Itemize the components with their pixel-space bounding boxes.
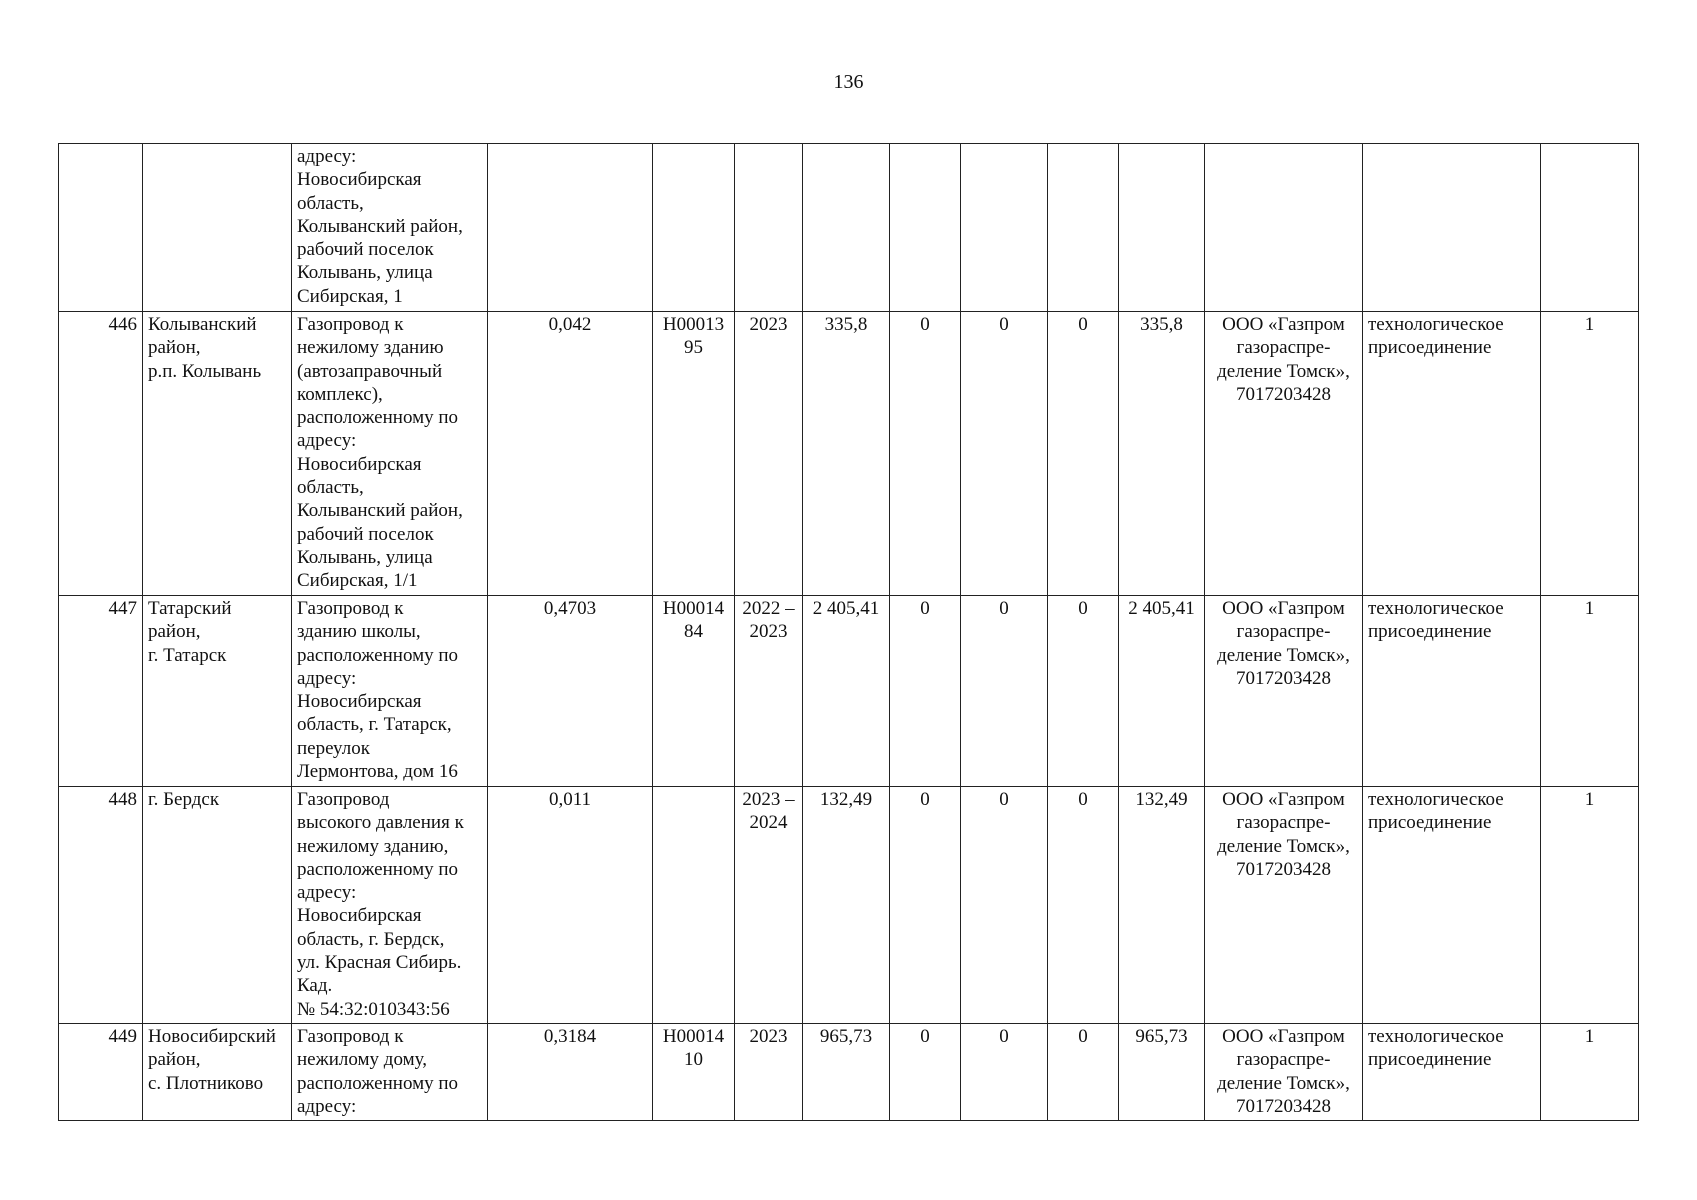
cell-own: 2 405,41	[1119, 596, 1205, 787]
table-row	[59, 1024, 1639, 1121]
cell-location: Новосибирский район, с. Плотниково	[143, 1024, 292, 1121]
cell-count: 1	[1541, 596, 1639, 787]
cell-location: Колыванский район, р.п. Колывань	[143, 312, 292, 596]
cell-purpose: технологическое присоединение	[1363, 787, 1541, 1024]
cell-num: 447	[59, 596, 143, 787]
cell-org: ООО «Газпром газораспре- деление Томск», 7017203428	[1205, 787, 1363, 1024]
cell-total: 965,73	[803, 1024, 890, 1121]
cell-code	[653, 144, 735, 312]
cell-location: г. Бердск	[143, 787, 292, 1024]
cell-c3: 0	[1048, 596, 1119, 787]
cell-years: 2023	[735, 312, 803, 596]
cell-purpose	[1363, 144, 1541, 312]
cell-org	[1205, 144, 1363, 312]
cell-own: 335,8	[1119, 312, 1205, 596]
cell-c1: 0	[890, 596, 961, 787]
cell-total: 335,8	[803, 312, 890, 596]
table-row	[59, 787, 1639, 1024]
cell-count	[1541, 144, 1639, 312]
cell-c3: 0	[1048, 1024, 1119, 1121]
cell-num	[59, 144, 143, 312]
cell-purpose: технологическое присоединение	[1363, 1024, 1541, 1121]
cell-c1: 0	[890, 312, 961, 596]
cell-years: 2023	[735, 1024, 803, 1121]
cell-object: Газопровод к зданию школы, расположенному по адресу: Новосибирская область, г. Татарск, переулок Лермонтова, дом 16	[292, 596, 488, 787]
cell-c2	[961, 144, 1048, 312]
cell-num: 446	[59, 312, 143, 596]
cell-length	[488, 144, 653, 312]
cell-count: 1	[1541, 312, 1639, 596]
cell-years: 2022 – 2023	[735, 596, 803, 787]
cell-count: 1	[1541, 787, 1639, 1024]
cell-code: Н00014 84	[653, 596, 735, 787]
cell-object: Газопровод к нежилому дому, расположенному по адресу:	[292, 1024, 488, 1121]
cell-count: 1	[1541, 1024, 1639, 1121]
cell-object: адресу: Новосибирская область, Колыванский район, рабочий поселок Колывань, улица Сибирская, 1	[292, 144, 488, 312]
cell-org: ООО «Газпром газораспре- деление Томск», 7017203428	[1205, 1024, 1363, 1121]
cell-c1	[890, 144, 961, 312]
cell-num: 448	[59, 787, 143, 1024]
table-row	[59, 312, 1639, 596]
cell-length: 0,011	[488, 787, 653, 1024]
investment-table	[58, 143, 1639, 1121]
page-number: 136	[833, 71, 864, 93]
cell-org: ООО «Газпром газораспре- деление Томск», 7017203428	[1205, 312, 1363, 596]
cell-code	[653, 787, 735, 1024]
cell-length: 0,4703	[488, 596, 653, 787]
cell-org: ООО «Газпром газораспре- деление Томск», 7017203428	[1205, 596, 1363, 787]
cell-c2: 0	[961, 1024, 1048, 1121]
cell-c1: 0	[890, 787, 961, 1024]
cell-c3	[1048, 144, 1119, 312]
cell-c2: 0	[961, 787, 1048, 1024]
cell-own	[1119, 144, 1205, 312]
cell-location: Татарский район, г. Татарск	[143, 596, 292, 787]
cell-total: 132,49	[803, 787, 890, 1024]
cell-purpose: технологическое присоединение	[1363, 596, 1541, 787]
cell-num: 449	[59, 1024, 143, 1121]
cell-c2: 0	[961, 312, 1048, 596]
cell-location	[143, 144, 292, 312]
cell-c1: 0	[890, 1024, 961, 1121]
cell-c3: 0	[1048, 312, 1119, 596]
cell-years	[735, 144, 803, 312]
cell-total: 2 405,41	[803, 596, 890, 787]
cell-own: 965,73	[1119, 1024, 1205, 1121]
cell-code: Н00014 10	[653, 1024, 735, 1121]
cell-c2: 0	[961, 596, 1048, 787]
cell-total	[803, 144, 890, 312]
cell-length: 0,3184	[488, 1024, 653, 1121]
cell-years: 2023 – 2024	[735, 787, 803, 1024]
cell-object: Газопровод высокого давления к нежилому зданию, расположенному по адресу: Новосибирская область, г. Бердск, ул. Красная Сибирь. Кад. № 54:32:010343:56	[292, 787, 488, 1024]
cell-own: 132,49	[1119, 787, 1205, 1024]
cell-purpose: технологическое присоединение	[1363, 312, 1541, 596]
cell-c3: 0	[1048, 787, 1119, 1024]
cell-length: 0,042	[488, 312, 653, 596]
cell-object: Газопровод к нежилому зданию (автозаправочный комплекс), расположенному по адресу: Новосибирская область, Колыванский район, рабочий поселок Колывань, улица Сибирская, 1/1	[292, 312, 488, 596]
table-row	[59, 596, 1639, 787]
table-row-continuation	[59, 144, 1639, 312]
cell-code: Н00013 95	[653, 312, 735, 596]
